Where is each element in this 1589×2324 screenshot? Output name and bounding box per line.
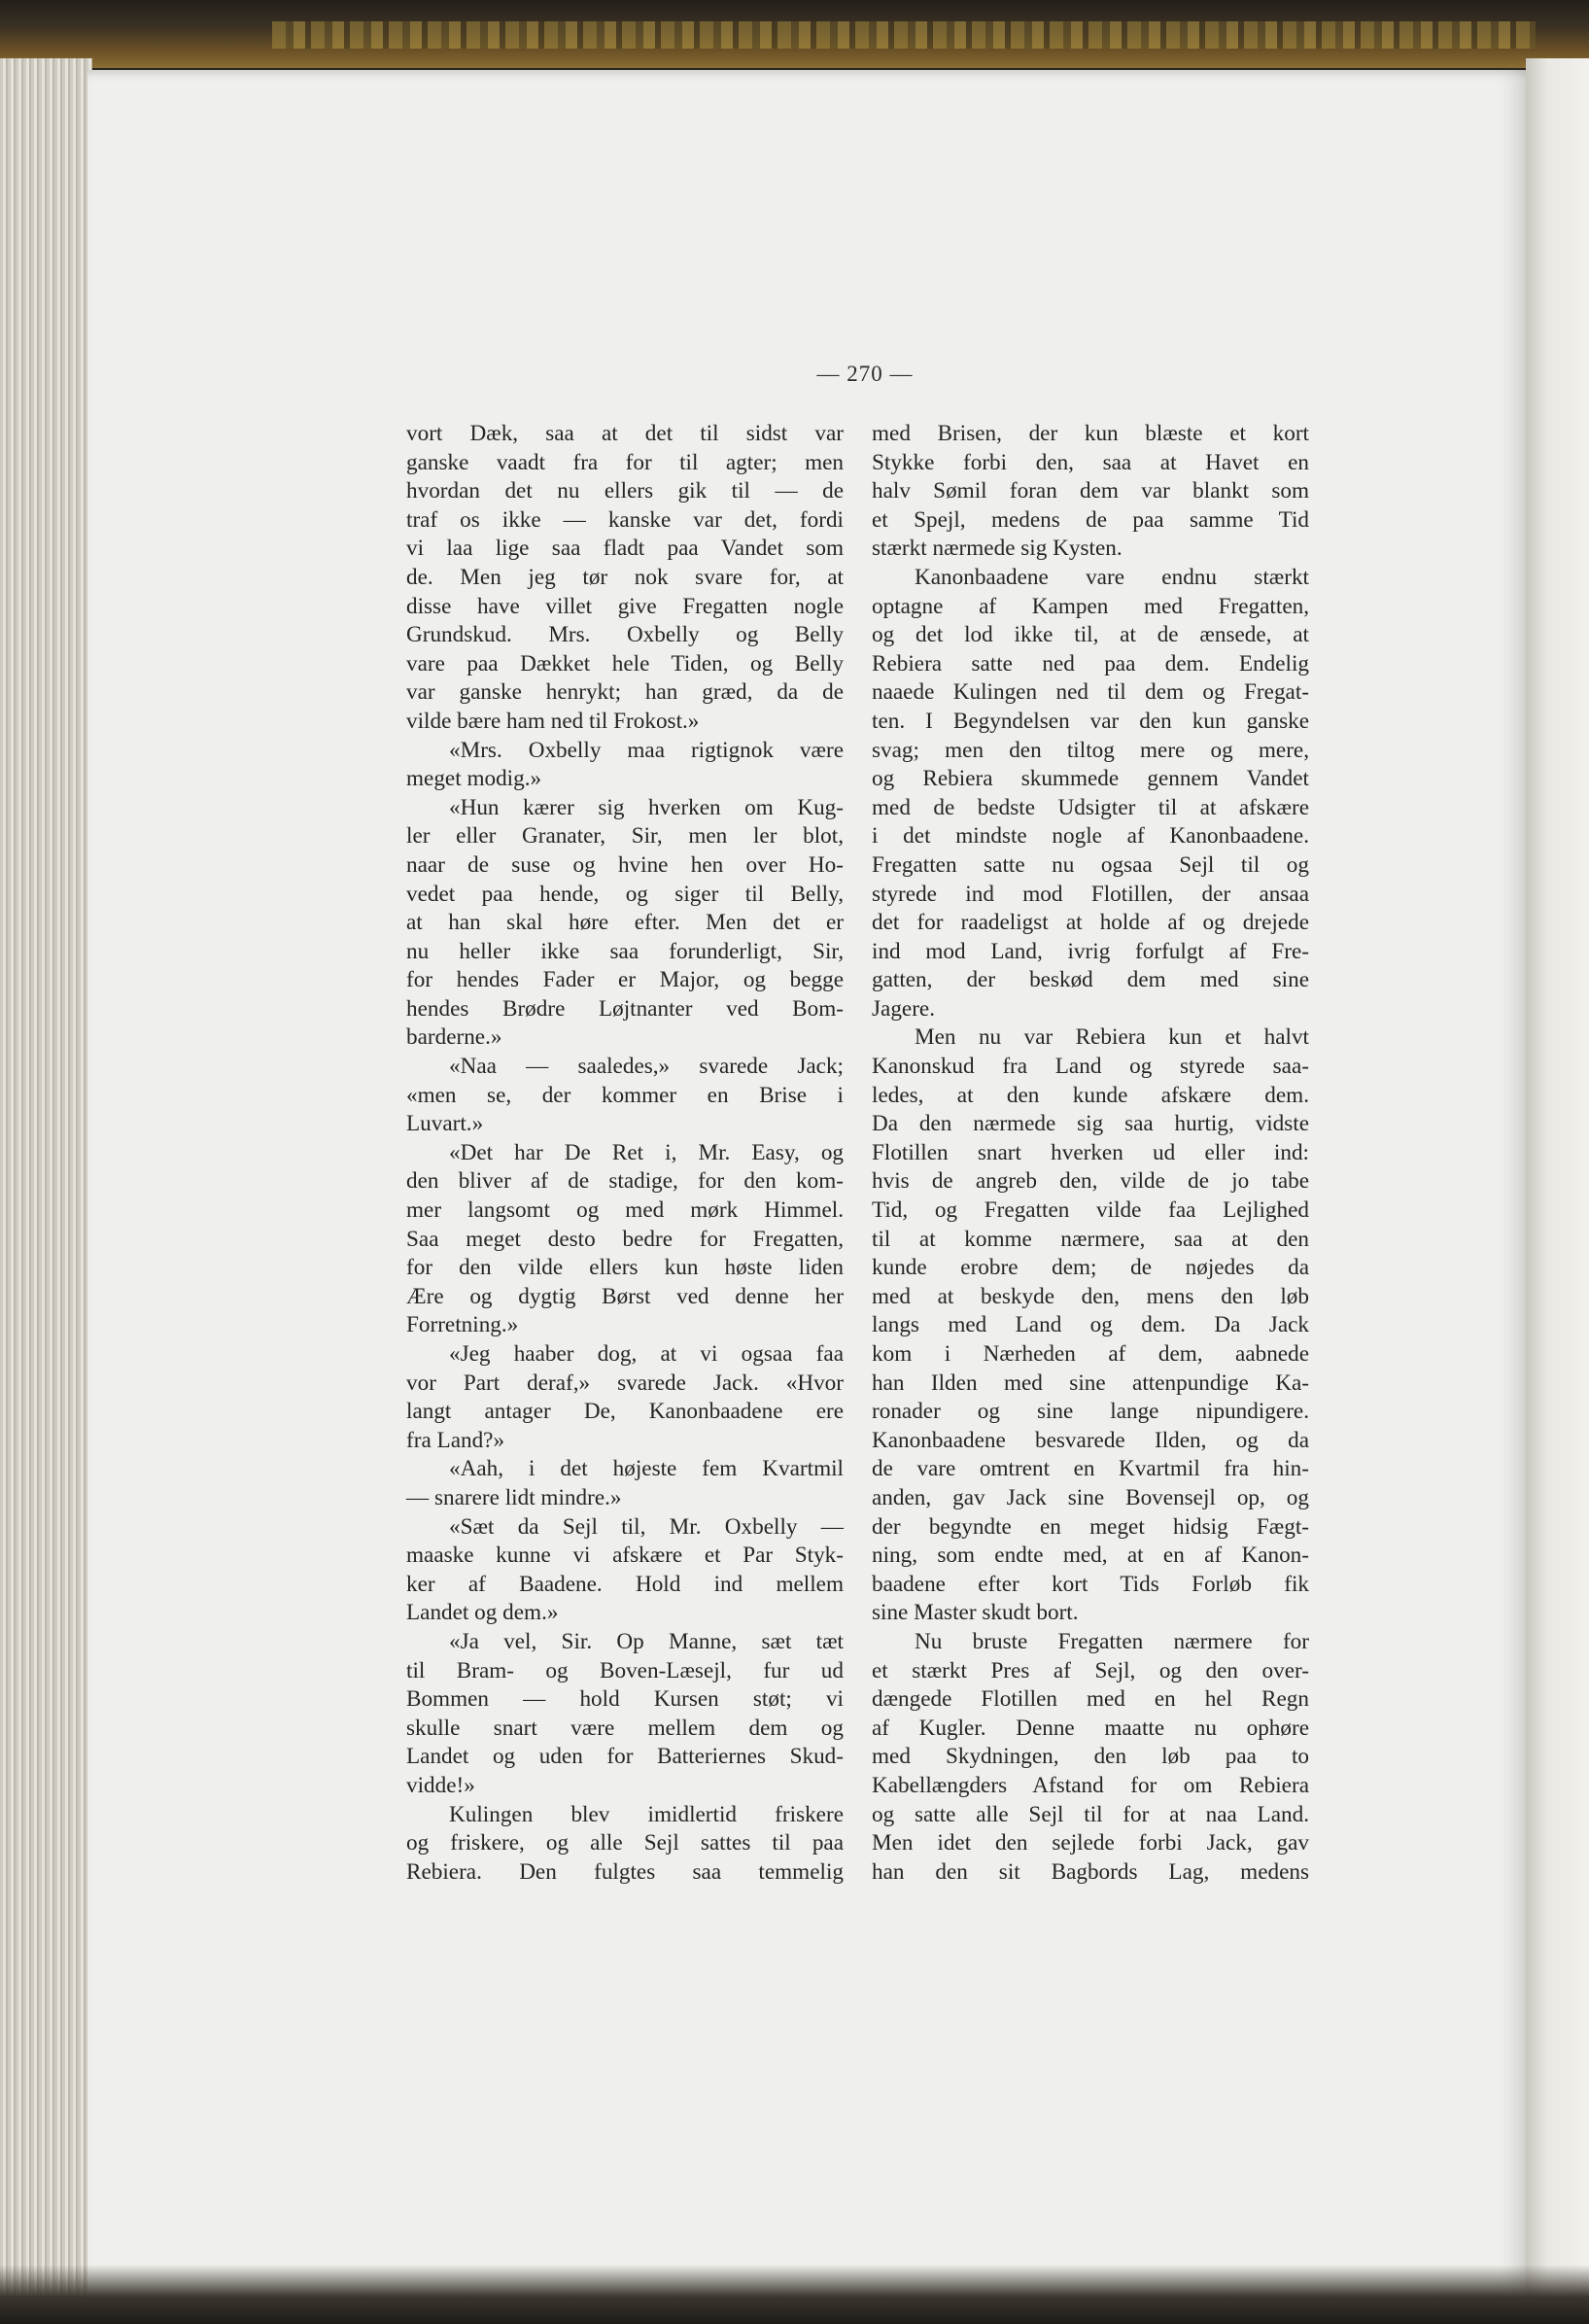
book-binding-top (0, 0, 1589, 68)
text-line: mer langsomt og med mørk Himmel. (406, 1197, 844, 1224)
text-line: ler eller Granater, Sir, men ler blot, (406, 823, 844, 850)
text-line: anden, gav Jack sine Bovensejl op, og (872, 1484, 1309, 1510)
text-line: optagne af Kampen med Fregatten, (872, 593, 1309, 619)
text-line: til at komme nærmere, saa at den (872, 1226, 1309, 1252)
text-line: — snarere lidt mindre.» (406, 1484, 622, 1510)
text-line: ten. I Begyndelsen var den kun ganske (872, 708, 1309, 734)
text-line: «Det har De Ret i, Mr. Easy, og (449, 1139, 844, 1165)
text-line: vor Part deraf,» svarede Jack. «Hvor (406, 1370, 844, 1396)
text-line: Forretning.» (406, 1312, 519, 1338)
text-line: af Kugler. Denne maatte nu ophøre (872, 1715, 1309, 1741)
text-line: vort Dæk, saa at det til sidst var (406, 421, 844, 446)
text-line: de. Men jeg tør nok svare for, at (406, 564, 844, 590)
text-line: med Skydningen, den løb paa to (872, 1744, 1309, 1770)
text-line: med at beskyde den, mens den løb (872, 1283, 1309, 1309)
text-line: styrede ind mod Flotillen, der ansaa (872, 881, 1309, 907)
text-line: i det mindste nogle af Kanonbaadene. (872, 823, 1309, 850)
text-line: han Ilden med sine attenpundige Ka- (872, 1370, 1309, 1396)
text-line: Landet og uden for Batteriernes Skud- (406, 1744, 844, 1770)
text-line: sine Master skudt bort. (872, 1600, 1079, 1626)
text-line: vi laa lige saa fladt paa Vandet som (406, 536, 844, 562)
text-line: Flotillen snart hverken ud eller ind: (872, 1139, 1309, 1165)
text-line: «Mrs. Oxbelly maa rigtignok være (449, 737, 844, 763)
text-line: naar de suse og hvine hen over Ho- (406, 851, 844, 878)
text-line: Saa meget desto bedre for Fregatten, (406, 1226, 844, 1252)
text-line: fra Land?» (406, 1427, 505, 1453)
text-line: barderne.» (406, 1024, 502, 1051)
next-page-edge (1526, 58, 1589, 2324)
text-line: ind mod Land, ivrig forfulgt af Fre- (872, 938, 1309, 964)
text-line: nu heller ikke saa forunderligt, Sir, (406, 938, 844, 964)
text-line: hvis de angreb den, vilde de jo tabe (872, 1168, 1309, 1195)
text-line: Nu bruste Fregatten nærmere for (915, 1628, 1309, 1654)
text-line: langs med Land og dem. Da Jack (872, 1312, 1309, 1338)
text-line: ning, som endte med, at en af Kanon- (872, 1543, 1309, 1569)
text-line: vidde!» (406, 1772, 475, 1798)
text-line: Luvart.» (406, 1111, 484, 1137)
text-column-right (872, 420, 1309, 1887)
page-stack-left-edge (0, 58, 92, 2324)
text-line: skulle snart være mellem dem og (406, 1715, 844, 1741)
text-line: «Jeg haaber dog, at vi ogsaa faa (449, 1341, 844, 1367)
text-line: Men nu var Rebiera kun et halvt (915, 1024, 1309, 1051)
text-line: Rebiera. Den fulgtes saa temmelig (406, 1858, 844, 1885)
text-line: vare paa Dækket hele Tiden, og Belly (406, 650, 844, 676)
text-line: Bommen — hold Kursen støt; vi (406, 1686, 844, 1713)
text-line: halv Sømil foran dem var blankt som (872, 478, 1309, 504)
text-line: Landet og dem.» (406, 1600, 559, 1626)
text-line: Stykke forbi den, saa at Havet en (872, 449, 1309, 475)
text-line: naaede Kulingen ned til dem og Fregat- (872, 679, 1309, 706)
text-line: Da den nærmede sig saa hurtig, vidste (872, 1111, 1309, 1137)
scan-bottom-shadow (0, 2265, 1589, 2324)
text-line: langt antager De, Kanonbaadene ere (406, 1399, 844, 1425)
text-line: «Sæt da Sejl til, Mr. Oxbelly — (449, 1513, 844, 1540)
text-line: ronader og sine lange nipundigere. (872, 1399, 1309, 1425)
text-line: han den sit Bagbords Lag, medens (872, 1858, 1309, 1885)
text-line: svag; men den tiltog mere og mere, (872, 737, 1309, 763)
text-line: hvordan det nu ellers gik til — de (406, 478, 844, 504)
text-line: ledes, at den kunde afskære dem. (872, 1082, 1309, 1108)
text-line: «men se, der kommer en Brise i (406, 1082, 844, 1108)
text-line: dængede Flotillen med en hel Regn (872, 1686, 1309, 1713)
text-line: «Ja vel, Sir. Op Manne, sæt tæt (449, 1628, 844, 1654)
text-line: gatten, der beskød dem med sine (872, 967, 1309, 993)
text-line: med Brisen, der kun blæste et kort (872, 421, 1309, 446)
text-line: Grundskud. Mrs. Oxbelly og Belly (406, 622, 844, 648)
text-line: Kanonbaadene besvarede Ilden, og da (872, 1427, 1309, 1453)
text-line: Kabellængders Afstand for om Rebiera (872, 1772, 1309, 1798)
text-line: Kulingen blev imidlertid friskere (449, 1801, 844, 1827)
text-line: der begyndte en meget hidsig Fægt- (872, 1513, 1309, 1540)
text-line: stærkt nærmede sig Kysten. (872, 536, 1123, 562)
text-line: vilde bære ham ned til Frokost.» (406, 708, 700, 734)
text-line: et Spejl, medens de paa samme Tid (872, 506, 1309, 533)
gilt-edge (272, 21, 1536, 49)
text-line: maaske kunne vi afskære et Par Styk- (406, 1543, 844, 1569)
text-line: Jagere. (872, 995, 936, 1022)
text-line: «Naa — saaledes,» svarede Jack; (449, 1054, 844, 1080)
text-line: var ganske henrykt; han græd, da de (406, 679, 844, 706)
text-line: hendes Brødre Løjtnanter ved Bom- (406, 995, 844, 1022)
text-line: meget modig.» (406, 766, 542, 792)
text-line: til Bram- og Boven-Læsejl, fur ud (406, 1657, 844, 1683)
text-line: kunde erobre dem; de nøjedes da (872, 1255, 1309, 1281)
text-line: for den vilde ellers kun høste liden (406, 1255, 844, 1281)
text-column-left (406, 420, 844, 1887)
text-line: ker af Baadene. Hold ind mellem (406, 1571, 844, 1597)
page-number: — 270 — (816, 362, 914, 386)
text-line: traf os ikke — kanske var det, fordi (406, 506, 844, 533)
text-line: de vare omtrent en Kvartmil fra hin- (872, 1456, 1309, 1482)
text-line: Fregatten satte nu ogsaa Sejl til og (872, 851, 1309, 878)
text-line: Tid, og Fregatten vilde faa Lejlighed (872, 1197, 1309, 1224)
text-line: kom i Nærheden af dem, aabnede (872, 1341, 1309, 1367)
text-line: at han skal høre efter. Men det er (406, 910, 844, 936)
text-line: vedet paa hende, og siger til Belly, (406, 881, 844, 907)
text-line: det for raadeligst at holde af og drejede (872, 910, 1309, 936)
text-line: og friskere, og alle Sejl sattes til paa (406, 1830, 844, 1856)
text-line: og satte alle Sejl til for at naa Land. (872, 1801, 1309, 1827)
text-line: ganske vaadt fra for til agter; men (406, 449, 844, 475)
text-line: Rebiera satte ned paa dem. Endelig (872, 650, 1309, 676)
text-line: et stærkt Pres af Sejl, og den over- (872, 1657, 1309, 1683)
text-line: «Hun kærer sig hverken om Kug- (449, 794, 844, 820)
text-line: med de bedste Udsigter til at afskære (872, 794, 1309, 820)
text-line: den bliver af de stadige, for den kom- (406, 1168, 844, 1195)
text-line: disse have villet give Fregatten nogle (406, 593, 844, 619)
text-line: baadene efter kort Tids Forløb fik (872, 1571, 1309, 1597)
text-line: Kanonskud fra Land og styrede saa- (872, 1054, 1309, 1080)
text-line: og det lod ikke til, at de ænsede, at (872, 622, 1309, 648)
text-line: og Rebiera skummede gennem Vandet (872, 766, 1309, 792)
text-line: for hendes Fader er Major, og begge (406, 967, 844, 993)
text-line: Kanonbaadene vare endnu stærkt (915, 564, 1309, 590)
text-line: «Aah, i det højeste fem Kvartmil (449, 1456, 844, 1482)
text-line: Men idet den sejlede forbi Jack, gav (872, 1830, 1309, 1856)
text-line: Ære og dygtig Børst ved denne her (406, 1283, 844, 1309)
